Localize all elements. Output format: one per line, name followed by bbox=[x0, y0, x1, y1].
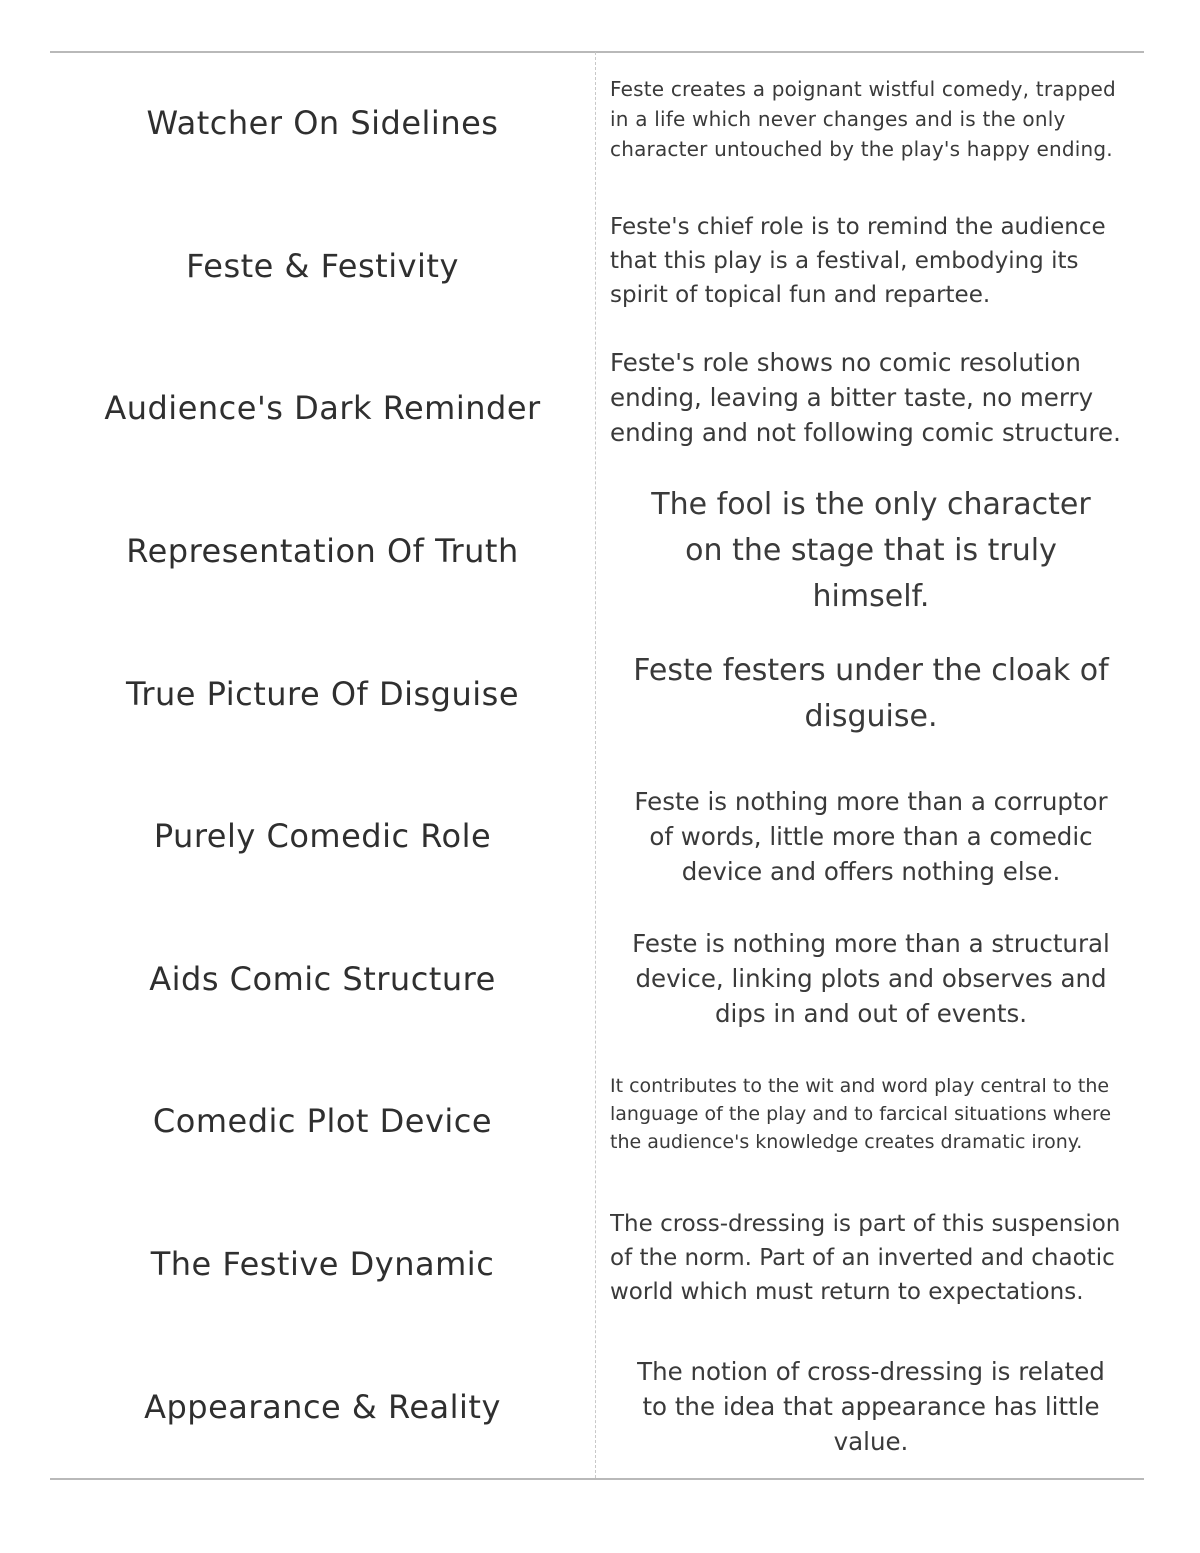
definition-cell bbox=[610, 195, 1132, 338]
definition-cell bbox=[610, 1050, 1132, 1193]
term-cell: Watcher On Sidelines bbox=[146, 104, 499, 143]
term-cell: Aids Comic Structure bbox=[149, 959, 496, 998]
term-cell: True Picture Of Disguise bbox=[125, 674, 520, 713]
card-row bbox=[50, 1335, 1144, 1478]
card-row bbox=[50, 1050, 1144, 1193]
definition-cell bbox=[610, 622, 1132, 765]
definition-cell bbox=[610, 480, 1132, 623]
card-row bbox=[50, 1193, 1144, 1336]
card-row bbox=[50, 622, 1144, 765]
definition-text: Feste festers under the cloak of disguise. bbox=[633, 652, 1109, 734]
term-cell: Representation Of Truth bbox=[126, 532, 519, 571]
definition-cell bbox=[610, 765, 1132, 908]
term-cell: Appearance & Reality bbox=[144, 1387, 501, 1426]
term-cell: Feste & Festivity bbox=[186, 246, 459, 285]
definition-text: Feste creates a poignant wistful comedy, trapped in a life which never changes and is the only character untouched by the play's happy ending. bbox=[610, 77, 1116, 162]
definition-text: Feste is nothing more than a structural device, linking plots and observes and dips in and out of events. bbox=[632, 929, 1110, 1029]
card-row bbox=[50, 195, 1144, 338]
definition-text: The notion of cross-dressing is related to the idea that appearance has little value. bbox=[637, 1357, 1105, 1457]
term-cell: Audience's Dark Reminder bbox=[104, 389, 541, 428]
definition-cell bbox=[610, 337, 1132, 480]
card-row bbox=[50, 480, 1144, 623]
definition-text: Feste's chief role is to remind the audience that this play is a festival, embodying its spirit of topical fun and repartee. bbox=[610, 213, 1106, 308]
definition-text: The cross-dressing is part of this suspension of the norm. Part of an inverted and chaotic world which must return to expectations. bbox=[610, 1211, 1121, 1306]
card-row bbox=[50, 337, 1144, 480]
card-row bbox=[50, 908, 1144, 1051]
definition-text: It contributes to the wit and word play central to the language of the play and to farcical situations where the audience's knowledge creates dramatic irony. bbox=[610, 1075, 1112, 1154]
term-cell: Purely Comedic Role bbox=[153, 817, 492, 856]
definition-cell bbox=[610, 52, 1132, 195]
definition-text: Feste is nothing more than a corruptor of words, little more than a comedic device and offers nothing else. bbox=[634, 786, 1108, 886]
card-row bbox=[50, 52, 1144, 195]
definition-cell bbox=[610, 1193, 1132, 1336]
definition-cell bbox=[610, 908, 1132, 1051]
card-row bbox=[50, 765, 1144, 908]
bottom-rule bbox=[50, 1478, 1144, 1480]
definition-cell bbox=[610, 1335, 1132, 1478]
definition-text: Feste's role shows no comic resolution ending, leaving a bitter taste, no merry ending and not following comic structure. bbox=[610, 348, 1121, 448]
term-cell: The Festive Dynamic bbox=[150, 1245, 495, 1284]
term-cell: Comedic Plot Device bbox=[152, 1102, 493, 1141]
definition-text: The fool is the only character on the stage that is truly himself. bbox=[651, 487, 1091, 615]
